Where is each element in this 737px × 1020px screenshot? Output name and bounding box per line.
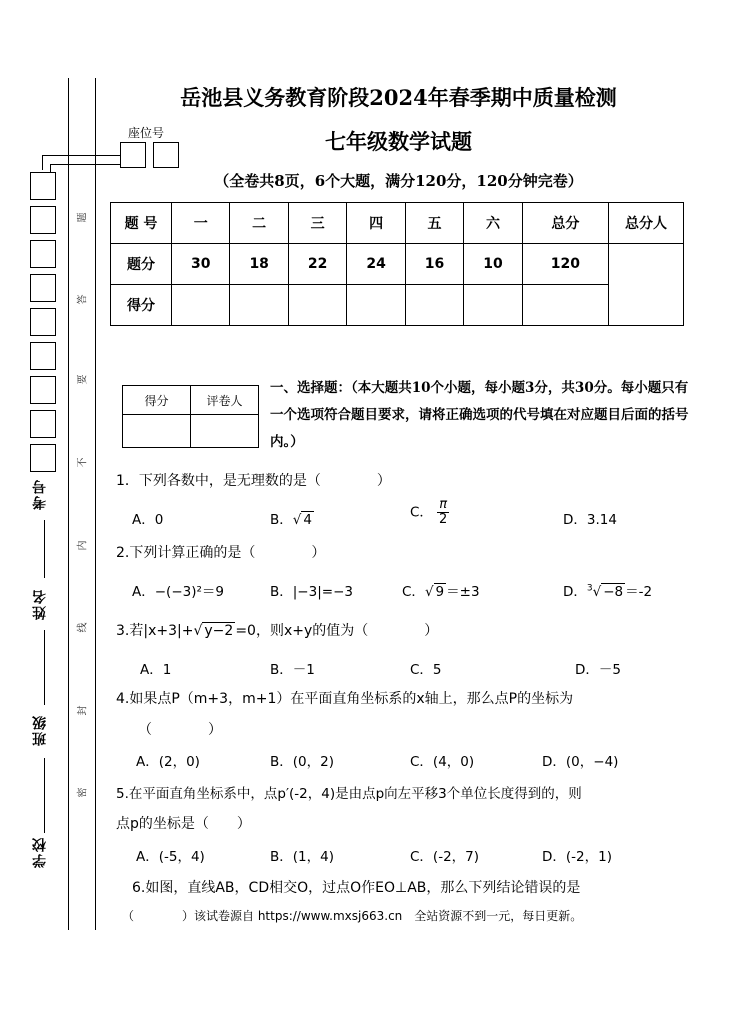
q3-rest: =0，则x+y的值为（ ）	[235, 623, 439, 639]
denominator: 2	[439, 512, 448, 527]
q3-plus: +	[181, 623, 194, 639]
seal-char: 要	[77, 374, 89, 385]
answer-bracket: （ ）	[138, 722, 222, 738]
option-c: C．√ 9 ＝±3	[402, 584, 480, 600]
table-cell: 24	[347, 244, 405, 285]
option-c: C．(-2，7)	[410, 849, 480, 865]
score-entry-cell[interactable]	[405, 285, 463, 326]
option-c-prefix: C．	[410, 504, 433, 521]
score-entry-cell[interactable]	[230, 285, 288, 326]
radicand: 4	[303, 512, 312, 528]
binding-line-left	[68, 78, 69, 930]
radicand: 9	[435, 584, 445, 600]
exam-subtitle: 七年级数学试题	[325, 129, 472, 154]
option-c-rest: ＝±3	[446, 584, 480, 600]
option-b: B．－1	[270, 662, 315, 678]
seat-connector-vert	[42, 155, 43, 170]
table-row	[123, 415, 259, 448]
exam-number-box[interactable]	[30, 444, 56, 472]
table-cell: 一	[172, 203, 230, 244]
option-c: C．5	[410, 662, 442, 678]
table-row	[111, 203, 684, 244]
grader-table	[122, 385, 259, 448]
table-cell: 总分人	[609, 203, 684, 244]
score-entry-cell[interactable]	[123, 415, 191, 448]
exam-number-box[interactable]	[30, 274, 56, 302]
radicand: −8	[603, 584, 624, 600]
school-blank-line	[44, 758, 45, 833]
option-d: D．(0，−4)	[542, 754, 619, 770]
score-entry-cell[interactable]	[347, 285, 405, 326]
table-row	[111, 244, 684, 285]
option-a: A．0	[132, 512, 164, 528]
score-entry-cell[interactable]	[464, 285, 522, 326]
table-cell: 六	[464, 203, 522, 244]
exam-number-box[interactable]	[30, 308, 56, 336]
seal-char: 答	[77, 294, 89, 305]
table-cell: 22	[288, 244, 346, 285]
table-cell: 二	[230, 203, 288, 244]
question-stem: 1．下列各数中，是无理数的是（ ）	[116, 473, 391, 489]
total-scorer-cell[interactable]	[609, 244, 684, 326]
table-cell: 30	[172, 244, 230, 285]
option-a: A．(2，0)	[136, 754, 200, 770]
seat-connector-2	[50, 164, 120, 165]
question-stem-cont: （ ）该试卷源自 https://www.mxsj663.cn 全站资源不到一元，每日更新。	[122, 909, 583, 923]
table-row	[123, 386, 259, 415]
question-stem: 5.在平面直角坐标系中，点p′(-2，4)是由点p向左平移3个单位长度得到的，则	[116, 786, 582, 802]
question-stem: 3.若|x+3|+√ y−2 =0，则x+y的值为（ ）	[116, 623, 439, 639]
school-label: 学校	[32, 836, 48, 868]
option-c	[410, 498, 449, 527]
seal-char: 内	[77, 540, 89, 551]
option-d: D．(-2，1)	[542, 849, 612, 865]
option-b: B．(1，4)	[270, 849, 334, 865]
table-cell: 120	[522, 244, 608, 285]
table-cell: 三	[288, 203, 346, 244]
exam-info: （全卷共8页，6个大题，满分120分，120分钟完卷）	[214, 172, 583, 190]
class-label: 班级	[32, 714, 48, 746]
numerator: π	[439, 497, 448, 512]
table-cell: 10	[464, 244, 522, 285]
seal-char: 密	[77, 787, 89, 798]
table-cell: 题分	[111, 244, 172, 285]
option-b: B．√ 4	[270, 512, 312, 528]
abs-expr: x+3	[148, 623, 178, 639]
table-cell: 得分	[111, 285, 172, 326]
seal-char: 封	[77, 705, 89, 716]
option-c-prefix: C．	[402, 584, 425, 600]
exam-number-box[interactable]	[30, 342, 56, 370]
table-cell: 得分	[123, 386, 191, 415]
fraction	[437, 498, 449, 527]
name-blank-line	[44, 520, 45, 578]
table-cell: 18	[230, 244, 288, 285]
option-d: D．3.14	[563, 512, 617, 528]
page-title: 岳池县义务教育阶段2024年春季期中质量检测	[180, 85, 617, 110]
exam-number-label: 考号	[32, 478, 48, 510]
section-heading: 一、选择题：（本大题共10个小题，每小题3分，共30分。每小题只有一个选项符合题目要求，请将正确选项的代号填在对应题目后面的括号内。）	[270, 380, 689, 450]
option-d: D．－5	[575, 662, 621, 678]
q3-prefix: 3.若	[116, 623, 144, 639]
table-cell: 四	[347, 203, 405, 244]
table-cell: 题 号	[111, 203, 172, 244]
binding-line-right	[95, 78, 96, 930]
table-cell: 总分	[522, 203, 608, 244]
seal-char: 不	[77, 457, 89, 468]
option-c: C．(4，0)	[410, 754, 475, 770]
seal-char: 线	[77, 622, 89, 633]
question-stem-cont: 点p的坐标是（ ）	[116, 816, 251, 832]
score-table	[110, 202, 684, 326]
name-label: 姓名	[32, 588, 48, 620]
table-cell: 五	[405, 203, 463, 244]
option-a: A．−(−3)²＝9	[132, 584, 224, 600]
option-d-prefix: D．	[563, 584, 587, 600]
radicand: y−2	[204, 623, 234, 639]
seal-char: 题	[77, 212, 89, 223]
question-stem: 2.下列计算正确的是（ ）	[116, 545, 326, 561]
table-row	[111, 285, 684, 326]
option-b: B．(0，2)	[270, 754, 334, 770]
seat-number-label: 座位号	[128, 126, 165, 140]
option-b: B．|−3|=−3	[270, 584, 353, 600]
score-entry-cell[interactable]	[522, 285, 608, 326]
table-cell: 评卷人	[191, 386, 259, 415]
option-a: A．(-5，4)	[136, 849, 205, 865]
score-entry-cell[interactable]	[172, 285, 230, 326]
root-index: 3	[586, 583, 593, 594]
question-stem: 4.如果点P（m+3，m+1）在平面直角坐标系的x轴上，那么点P的坐标为	[116, 691, 574, 707]
grader-entry-cell[interactable]	[191, 415, 259, 448]
option-a: A．1	[140, 662, 172, 678]
score-entry-cell[interactable]	[288, 285, 346, 326]
exam-number-box[interactable]	[30, 206, 56, 234]
option-d: D．$^3$√ −8 ＝-2	[563, 583, 653, 600]
exam-number-box[interactable]	[30, 410, 56, 438]
option-d-rest: ＝-2	[625, 584, 653, 600]
option-b-prefix: B．	[270, 512, 293, 528]
exam-number-box[interactable]	[30, 376, 56, 404]
class-blank-line	[44, 630, 45, 705]
table-cell: 16	[405, 244, 463, 285]
question-stem: 6.如图，直线AB，CD相交O，过点O作EO⊥AB，那么下列结论错误的是	[132, 880, 581, 896]
exam-number-box[interactable]	[30, 240, 56, 268]
